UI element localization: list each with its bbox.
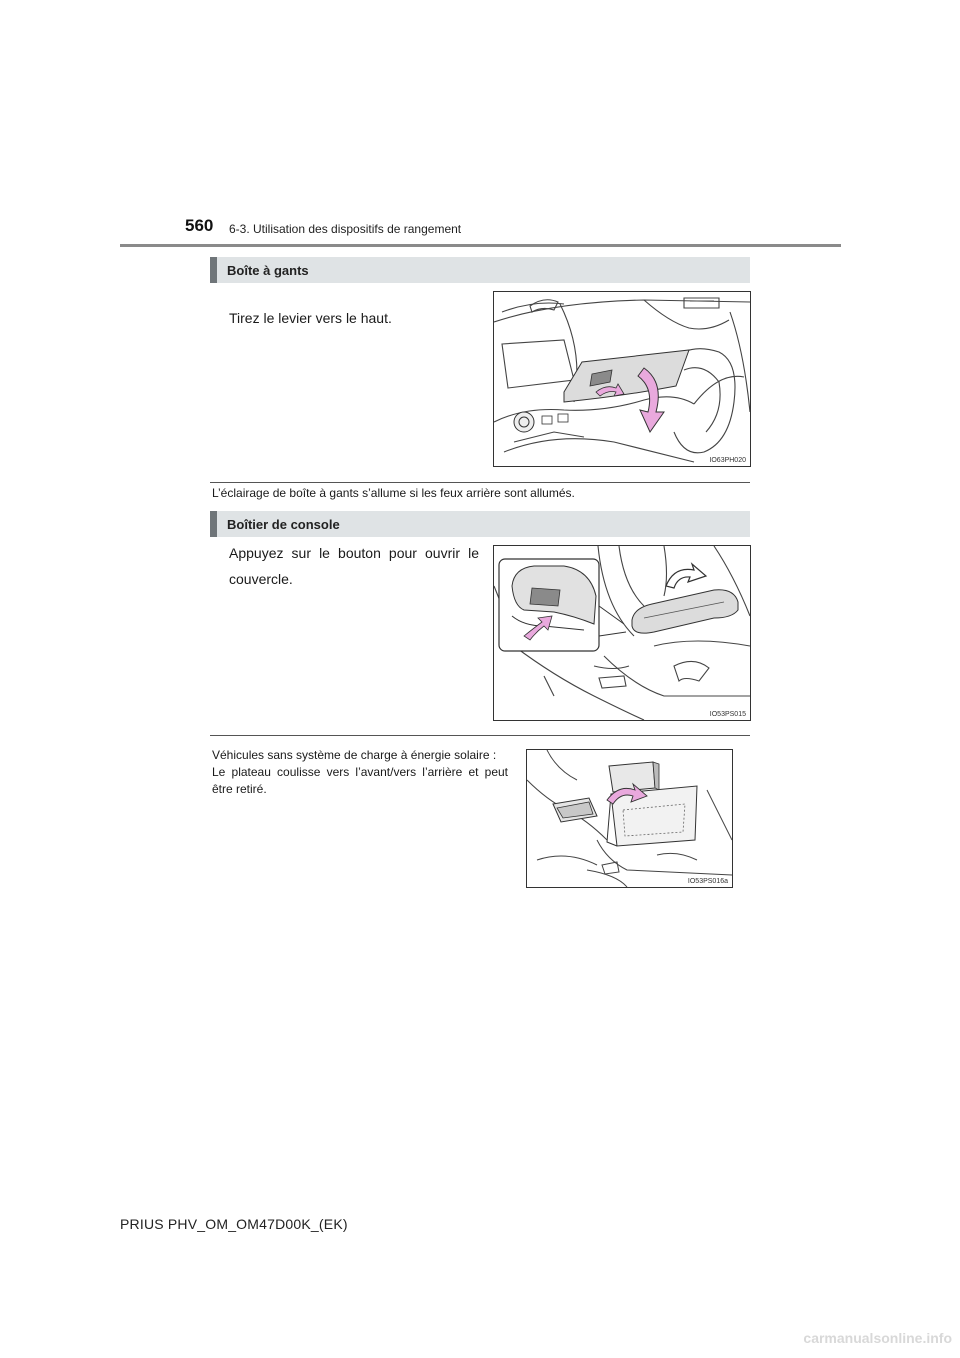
instruction-text: Tirez le levier vers le haut. [229,310,392,326]
section-tab [210,511,217,537]
section-divider [210,482,750,483]
figure-code: IO63PH020 [709,457,746,464]
instruction-text: Appuyez sur le bouton pour ouvrir le couvercle. [229,545,479,587]
note-text: L’éclairage de boîte à gants s’allume si les feux arrière sont allumés. [212,486,575,500]
header-rule [120,244,841,247]
section-title: Boîtier de console [227,516,340,532]
watermark: carmanualsonline.info [803,1330,952,1346]
chapter-title: 6-3. Utilisation des dispositifs de rangement [229,222,462,236]
figure-code: IO53PS015 [709,711,746,718]
note-text: Véhicules sans système de charge à énergie solaire : Le plateau coulisse vers l’avant/vers l’arrière et peut être retiré. [212,748,508,796]
glove-box-illustration [493,291,751,467]
model-code: PRIUS PHV_OM_OM47D00K_(EK) [120,1216,348,1232]
figure-code: IO53PS016a [687,878,728,885]
section-divider [210,735,750,736]
section-header-console-box [210,511,750,537]
section-title: Boîte à gants [227,262,309,278]
section-header-glove-box [210,257,750,283]
console-box-illustration [493,545,751,721]
section-tab [210,257,217,283]
console-tray-illustration [526,749,733,888]
page-number: 560 [185,216,214,235]
